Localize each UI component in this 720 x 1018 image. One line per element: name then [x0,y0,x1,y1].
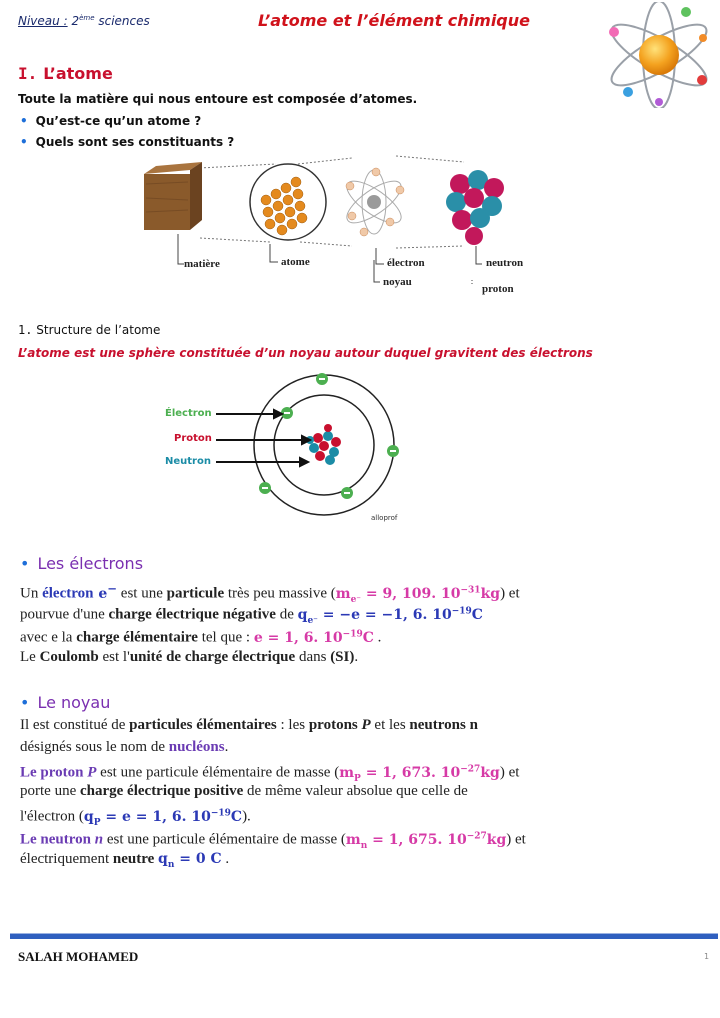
label-matiere: matière [184,258,220,270]
diagram-credit: alloprof [371,514,398,522]
electrons-line-1: Un électron e− est une particule très peu massive ($m_{e^-} = 9$, 109. $10^{-31}kg$) et [20,581,520,605]
level-label: Niveau : [18,14,68,28]
document-title: L’atome et l’élément chimique [258,11,530,30]
subsection-title [18,323,160,337]
intro-text: Toute la matière qui nous entoure est composée d’atomes. [18,92,418,106]
matter-scale-figure [138,150,538,302]
atom-logo-icon [600,2,718,108]
footer-author: SALAH MOHAMED [18,949,139,964]
section-title-text: L’atome [43,64,113,83]
label-proton: proton [482,283,514,295]
noyau-heading: • Le noyau [20,693,110,712]
label-noyau: noyau [383,276,412,288]
subsection-number: 1. [18,323,33,337]
footer-bar [10,933,718,939]
header-level [18,14,150,28]
page-number: 1 [704,952,710,961]
noyau-line-1: Il est constitué de particules élémentaires : les protons P et les neutrons n [20,717,478,733]
label-atome: atome [281,256,310,268]
noyau-line-7: électriquement neutre $q_n = 0$ C . [20,851,230,870]
section-number: I. [18,64,38,83]
level-suffix: sciences [98,14,150,28]
atom-definition: L’atome est une sphère constituée d’un noyau autour duquel gravitent des électrons [18,346,593,360]
section-title [18,64,113,83]
subsection-title-text: Structure de l’atome [36,323,161,337]
noyau-line-3: Le proton P est une particule élémentaire de masse ($m_P = 1$, 673. $10^{-27}kg$) et [20,764,520,784]
question-2: • Quels sont ses constituants ? [20,135,234,149]
electrons-heading: • Les électrons [20,554,143,573]
electrons-line-2: pourvue d'une charge électrique négative de $q_{e^-} = -e = -1$, 6. $10^{-19}C$ [20,606,483,626]
diagram-label-neutron: Neutron [165,456,211,467]
atom-structure-figure [150,368,420,528]
electrons-line-3: avec e la charge élémentaire tel que : e = 1, 6. $10^{-19}C$ . [20,629,382,646]
noyau-line-4: porte une charge électrique positive de même valeur absolue que celle de [20,783,468,799]
level-value: 2 [71,14,80,28]
noyau-line-2: désignés sous le nom de nucléons. [20,739,229,755]
diagram-label-proton: Proton [174,433,212,444]
diagram-label-electron: Électron [165,408,212,419]
noyau-line-6: Le neutron n est une particule élémentaire de masse ($m_n = 1$, 675. $10^{-27}kg$) et [20,831,526,851]
electrons-line-4: Le Coulomb est l'unité de charge électrique dans (SI). [20,649,359,665]
label-electron: électron [387,257,425,269]
question-1: • Qu’est-ce qu’un atome ? [20,114,201,128]
noyau-line-5: l'électron ($q_P = e = 1$, 6. $10^{-19}C$). [20,808,251,828]
level-sup: ème [79,14,95,22]
label-neutron: neutron [486,257,524,269]
